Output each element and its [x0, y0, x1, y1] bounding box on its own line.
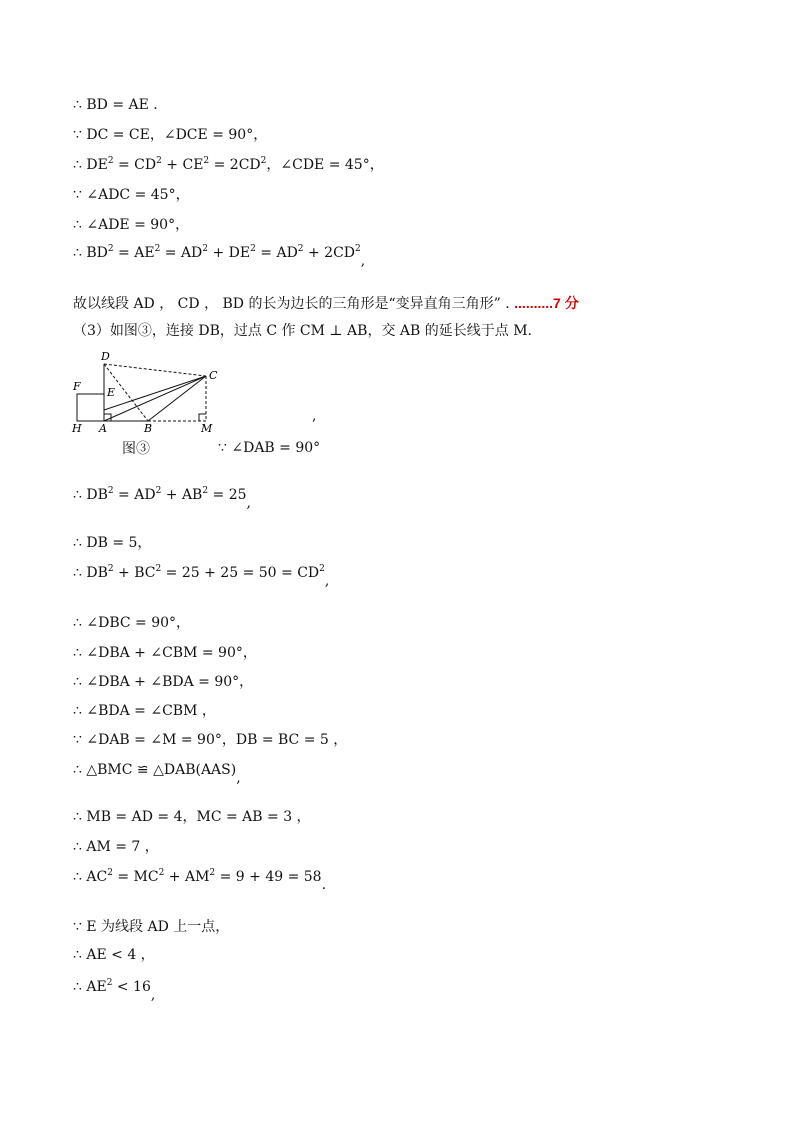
figure-comma: ,: [312, 408, 317, 424]
geometry-figure: [68, 348, 228, 438]
point-label: B: [144, 422, 153, 435]
proof-line: ∴ $DE^2 = CD^2 + CE^2 = 2CD^2$，∠CDE = 45°，: [73, 156, 384, 173]
conclusion-line: 故以线段 AD ， CD ， BD 的长为边长的三角形是“变异直角三角形” . ..........7 分: [73, 295, 579, 312]
part3-heading: （3）如图③，连接 DB，过点 C 作 CM ⊥ AB，交 AB 的延长线于点 M.: [73, 323, 532, 339]
proof-line: ∴ ∠DBA + ∠BDA = 90°，: [73, 674, 254, 690]
point-label: A: [99, 422, 107, 435]
proof-line: ∴ AM = 7 ，: [73, 839, 159, 855]
proof-line: ∴ $BD^2 = AE^2 = AD^2 + DE^2 = AD^2 + 2CD^2$,: [73, 244, 366, 269]
proof-line: ∴ ∠DBC = 90°，: [73, 615, 191, 631]
proof-line: ∴ △BMC ≌ △DAB(AAS),: [73, 762, 241, 786]
proof-line: ∴ ∠BDA = ∠CBM ，: [73, 703, 216, 719]
figure-caption: 图③: [122, 441, 150, 457]
proof-line: ∵ ∠ADC = 45°，: [73, 187, 190, 203]
proof-line: ∴ ∠DBA + ∠CBM = 90°，: [73, 645, 257, 661]
proof-line: ∵ DC = CE，∠DCE = 90°，: [73, 127, 268, 143]
point-label: H: [72, 422, 82, 435]
proof-line: ∴ $AC^2 = MC^2 + AM^2 = 9 + 49 = 58$.: [73, 868, 327, 893]
point-label: D: [101, 350, 110, 363]
point-label: C: [209, 369, 218, 382]
proof-line: ∴ DB = 5，: [73, 535, 152, 551]
proof-line: ∵ ∠DAB = 90°: [218, 440, 321, 456]
proof-line: ∴ AE < 4 ，: [73, 947, 155, 963]
proof-line: ∴ MB = AD = 4，MC = AB = 3 ，: [73, 809, 311, 825]
point-label: E: [107, 386, 116, 399]
proof-line: ∴ $DB^2 + BC^2 = 25 + 25 = 50 = CD^2$,: [73, 564, 330, 589]
proof-line: ∴ $AE^2 < 16$,: [73, 978, 156, 1003]
score-marker: ..........7 分: [514, 295, 579, 311]
proof-line: ∴ $DB^2 = AD^2 + AB^2 = 25$,: [73, 486, 251, 511]
point-label: F: [73, 380, 81, 393]
proof-line: ∵ ∠DAB = ∠M = 90°，DB = BC = 5 ，: [73, 732, 348, 748]
point-label: M: [201, 422, 213, 435]
proof-line: ∴ ∠ADE = 90°，: [73, 217, 190, 233]
proof-line: ∴ BD = AE .: [73, 97, 158, 113]
proof-line: ∵ E 为线段 AD 上一点，: [73, 919, 230, 935]
